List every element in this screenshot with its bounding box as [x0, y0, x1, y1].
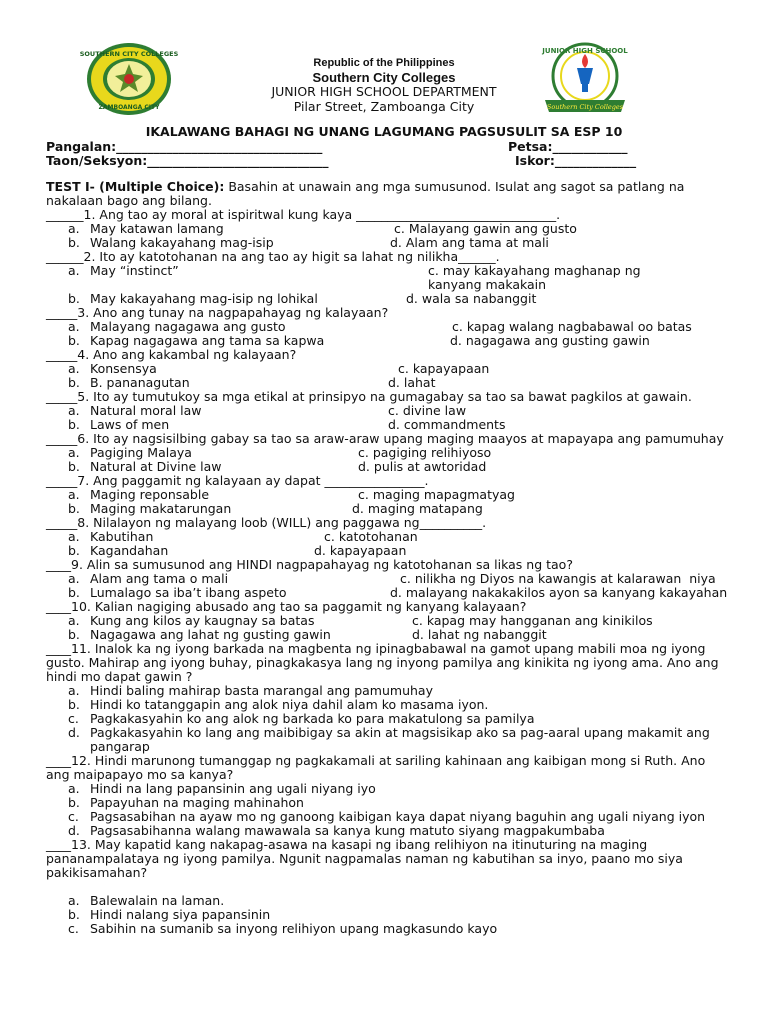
choice-row: [46, 264, 726, 292]
choice-right[interactable]: c. may kakayahang maghanap ng kanyang makakain: [428, 263, 641, 292]
exam-body: [46, 180, 726, 936]
option-item[interactable]: [46, 726, 726, 754]
choice-right[interactable]: d. commandments: [388, 417, 506, 432]
choice-right[interactable]: c. kapag walang nagbabawal oo batas: [452, 319, 692, 334]
option-text: Sabihin na sumanib sa inyong relihiyon upang magkasundo kayo: [90, 921, 498, 936]
choice-right[interactable]: d. kapayapaan: [314, 543, 407, 558]
choice-right[interactable]: d. malayang nakakakilos ayon sa kanyang kakayahan: [390, 585, 728, 600]
choice-right[interactable]: c. kapayapaan: [398, 361, 490, 376]
choice-left[interactable]: Laws of men: [90, 417, 170, 432]
option-item[interactable]: [46, 698, 726, 712]
choice-letter: b.: [68, 417, 80, 432]
option-item[interactable]: [46, 824, 726, 838]
logo-arc-text: JUNIOR HIGH SCHOOL: [542, 47, 628, 55]
department-line: JUNIOR HIGH SCHOOL DEPARTMENT: [271, 84, 497, 99]
question-stem: _____8. Nilalayon ng malayang loob (WILL) ang paggawa ng__________.: [46, 515, 487, 530]
option-item[interactable]: [46, 782, 726, 796]
choice-letter: a.: [68, 445, 80, 460]
choice-letter: b.: [68, 235, 80, 250]
option-letter: d.: [68, 823, 80, 838]
option-text: Hindi ko tatanggapin ang alok niya dahil alam ko masama iyon.: [90, 697, 489, 712]
choice-left[interactable]: Malayang nagagawa ang gusto: [90, 319, 286, 334]
choice-left[interactable]: Kabutihan: [90, 529, 154, 544]
option-letter: a.: [68, 781, 80, 796]
choice-row: [46, 222, 726, 236]
choice-row: [46, 334, 726, 348]
option-item[interactable]: [46, 810, 726, 824]
option-letter: b.: [68, 907, 80, 922]
school-name: Southern City Colleges: [312, 69, 456, 85]
choice-left[interactable]: Alam ang tama o mali: [90, 571, 229, 586]
choice-left[interactable]: B. pananagutan: [90, 375, 190, 390]
exam-title: IKALAWANG BAHAGI NG UNANG LAGUMANG PAGSUSULIT SA ESP 10: [145, 124, 623, 139]
option-item[interactable]: [46, 796, 726, 810]
option-letter: a.: [68, 893, 80, 908]
question-stem: _____3. Ano ang tunay na nagpapahayag ng kalayaan?: [46, 305, 389, 320]
choice-row: [46, 362, 726, 376]
choice-right[interactable]: d. lahat ng nabanggit: [412, 627, 547, 642]
option-text: Pagkakasyahin ko ang alok ng barkada ko para makatulong sa pamilya: [90, 711, 535, 726]
choice-row: [46, 320, 726, 334]
choice-letter: a.: [68, 361, 80, 376]
choice-letter: b.: [68, 459, 80, 474]
choice-row: [46, 418, 726, 432]
choice-letter: a.: [68, 263, 80, 278]
seal-top-text: SOUTHERN CITY COLLEGES: [79, 50, 179, 58]
choice-letter: a.: [68, 571, 80, 586]
pangalan-field[interactable]: Pangalan:_________________________________: [46, 139, 323, 154]
choice-left[interactable]: May “instinct”: [90, 263, 179, 278]
taon-seksyon-field[interactable]: Taon/Seksyon:_____________________________: [46, 153, 329, 168]
choice-left[interactable]: May kakayahang mag-isip ng lohikal: [90, 291, 318, 306]
question-stem: ____9. Alin sa sumusunod ang HINDI nagpapahayag ng katotohanan sa likas ng tao?: [46, 557, 573, 572]
choice-letter: a.: [68, 487, 80, 502]
choice-right[interactable]: d. wala sa nabanggit: [406, 291, 537, 306]
question-stem: ____12. Hindi marunong tumanggap ng pagkakamali at sariling kahinaan ang kaibigan mong si Ruth. Ano ang maipapayo mo sa kanya?: [46, 753, 706, 782]
option-text: Pagsasabihan na ayaw mo ng ganoong kaibigan kaya dapat niyang baguhin ang ugali niyang iyon: [90, 809, 706, 824]
petsa-field[interactable]: Petsa:____________: [508, 139, 628, 154]
option-text: Hindi baling mahirap basta marangal ang pamumuhay: [90, 683, 433, 698]
choice-right[interactable]: d. lahat: [388, 375, 436, 390]
choice-left[interactable]: Natural moral law: [90, 403, 202, 418]
option-letter: c.: [68, 809, 79, 824]
choice-row: [46, 628, 726, 642]
republic-line: Republic of the Philippines: [313, 57, 455, 69]
choice-left[interactable]: Kagandahan: [90, 543, 169, 558]
option-letter: c.: [68, 711, 79, 726]
choice-left[interactable]: Pagiging Malaya: [90, 445, 192, 460]
choice-letter: b.: [68, 333, 80, 348]
choice-row: [46, 572, 726, 586]
question-stem: _____5. Ito ay tumutukoy sa mga etikal at prinsipyo na gumagabay sa tao sa bawat pagkilos at gawain.: [46, 389, 692, 404]
choice-row: [46, 292, 726, 306]
choice-left[interactable]: May katawan lamang: [90, 221, 224, 236]
option-text: Papayuhan na maging mahinahon: [90, 795, 304, 810]
choice-letter: a.: [68, 403, 80, 418]
choice-letter: a.: [68, 613, 80, 628]
letterhead: [0, 56, 768, 114]
choice-row: [46, 502, 726, 516]
choice-left[interactable]: Konsensya: [90, 361, 157, 376]
choice-letter: b.: [68, 543, 80, 558]
question-stem: _____4. Ano ang kakambal ng kalayaan?: [46, 347, 297, 362]
option-item[interactable]: [46, 894, 726, 908]
choice-right[interactable]: c. Malayang gawin ang gusto: [394, 221, 577, 236]
choice-right[interactable]: c. katotohanan: [324, 529, 418, 544]
address-line: Pilar Street, Zamboanga City: [293, 98, 475, 114]
option-text: Hindi na lang papansinin ang ugali niyang iyo: [90, 781, 376, 796]
option-letter: a.: [68, 683, 80, 698]
option-item[interactable]: [46, 922, 726, 936]
question-stem: ______2. Ito ay katotohanan na ang tao ay higit sa lahat ng nilikha______.: [46, 249, 500, 264]
question-stem: ____11. Inalok ka ng iyong barkada na magbenta ng ipinagbabawal na gamot upang mabili moa ng iyong gusto. Mahirap ang iyong buhay, pinagkakasya lang ng inyong pamilya ang kinikita ng iyong ama. Ano ang hindi mo dapat gawin ?: [46, 641, 719, 684]
blank-line: [46, 880, 726, 894]
choice-row: [46, 488, 726, 502]
choice-right[interactable]: d. pulis at awtoridad: [358, 459, 487, 474]
choice-right[interactable]: d. maging matapang: [352, 501, 483, 516]
question-stem: _____6. Ito ay nagsisilbing gabay sa tao sa araw-araw upang maging maayos at mapayapa ang pamumuhay: [46, 431, 724, 446]
test-label: TEST I- (Multiple Choice):: [46, 179, 225, 194]
choice-row: [46, 236, 726, 250]
choice-letter: a.: [68, 529, 80, 544]
choice-row: [46, 586, 726, 600]
option-letter: d.: [68, 725, 80, 740]
choice-right[interactable]: c. kapag may hangganan ang kinikilos: [412, 613, 653, 628]
logo-ribbon-text: Southern City Colleges: [546, 103, 624, 111]
option-text: Pagsasabihanna walang mawawala sa kanya kung matuto siyang magpakumbaba: [90, 823, 605, 838]
seal-bottom-text: ZAMBOANGA CITY: [98, 104, 160, 111]
option-text: Hindi nalang siya papansinin: [90, 907, 271, 922]
option-text: Pagkakasyahin ko lang ang maibibigay sa akin at magsisikap ako sa pag-aaral upang makamit ang pangarap: [90, 725, 710, 754]
choice-row: [46, 460, 726, 474]
question-stem: _____7. Ang paggamit ng kalayaan ay dapat ________________.: [46, 473, 429, 488]
option-letter: c.: [68, 921, 79, 936]
option-text: Balewalain na laman.: [90, 893, 225, 908]
choice-right[interactable]: c. pagiging relihiyoso: [358, 445, 492, 460]
instructions-text: Basahin at unawain ang mga sumusunod. Isulat ang sagot sa patlang na nakalaan bago ang bilang.: [46, 179, 685, 208]
option-letter: b.: [68, 697, 80, 712]
choice-left[interactable]: Kung ang kilos ay kaugnay sa batas: [90, 613, 315, 628]
choice-row: [46, 614, 726, 628]
option-item[interactable]: [46, 684, 726, 698]
option-letter: b.: [68, 795, 80, 810]
choice-letter: a.: [68, 319, 80, 334]
choice-right[interactable]: d. Alam ang tama at mali: [390, 235, 549, 250]
choice-letter: a.: [68, 221, 80, 236]
choice-row: [46, 446, 726, 460]
question-stem: ____13. May kapatid kang nakapag-asawa na kasapi ng ibang relihiyon na itinuturing na maging pananampalataya ng iyong pamilya. Ngunit nagpamalas naman ng kabutihan sa inyo, paano mo siya pakikisamahan?: [46, 837, 683, 880]
instructions: [46, 180, 726, 208]
choice-left[interactable]: Natural at Divine law: [90, 459, 222, 474]
choice-row: [46, 530, 726, 544]
iskor-field[interactable]: Iskor:_____________: [515, 153, 637, 168]
choice-letter: b.: [68, 585, 80, 600]
choice-right[interactable]: c. maging mapagmatyag: [358, 487, 515, 502]
question-stem: ____10. Kalian nagiging abusado ang tao sa paggamit ng kanyang kalayaan?: [46, 599, 527, 614]
choice-left[interactable]: Maging makatarungan: [90, 501, 232, 516]
choice-right[interactable]: c. nilikha ng Diyos na kawangis at kalarawan niya: [400, 571, 716, 586]
choice-letter: b.: [68, 375, 80, 390]
option-item[interactable]: [46, 712, 726, 726]
choice-left[interactable]: Kapag nagagawa ang tama sa kapwa: [90, 333, 325, 348]
choice-right[interactable]: d. nagagawa ang gusting gawin: [450, 333, 650, 348]
choice-row: [46, 404, 726, 418]
choice-left[interactable]: Nagagawa ang lahat ng gusting gawin: [90, 627, 331, 642]
option-item[interactable]: [46, 908, 726, 922]
choice-letter: b.: [68, 291, 80, 306]
choice-left[interactable]: Maging reponsable: [90, 487, 210, 502]
choice-letter: b.: [68, 501, 80, 516]
choice-left[interactable]: Walang kakayahang mag-isip: [90, 235, 274, 250]
choice-row: [46, 544, 726, 558]
choice-row: [46, 376, 726, 390]
choice-letter: b.: [68, 627, 80, 642]
choice-right[interactable]: c. divine law: [388, 403, 467, 418]
choice-left[interactable]: Lumalago sa iba’t ibang aspeto: [90, 585, 287, 600]
question-stem: ______1. Ang tao ay moral at ispiritwal kung kaya ________________________________.: [46, 207, 561, 222]
